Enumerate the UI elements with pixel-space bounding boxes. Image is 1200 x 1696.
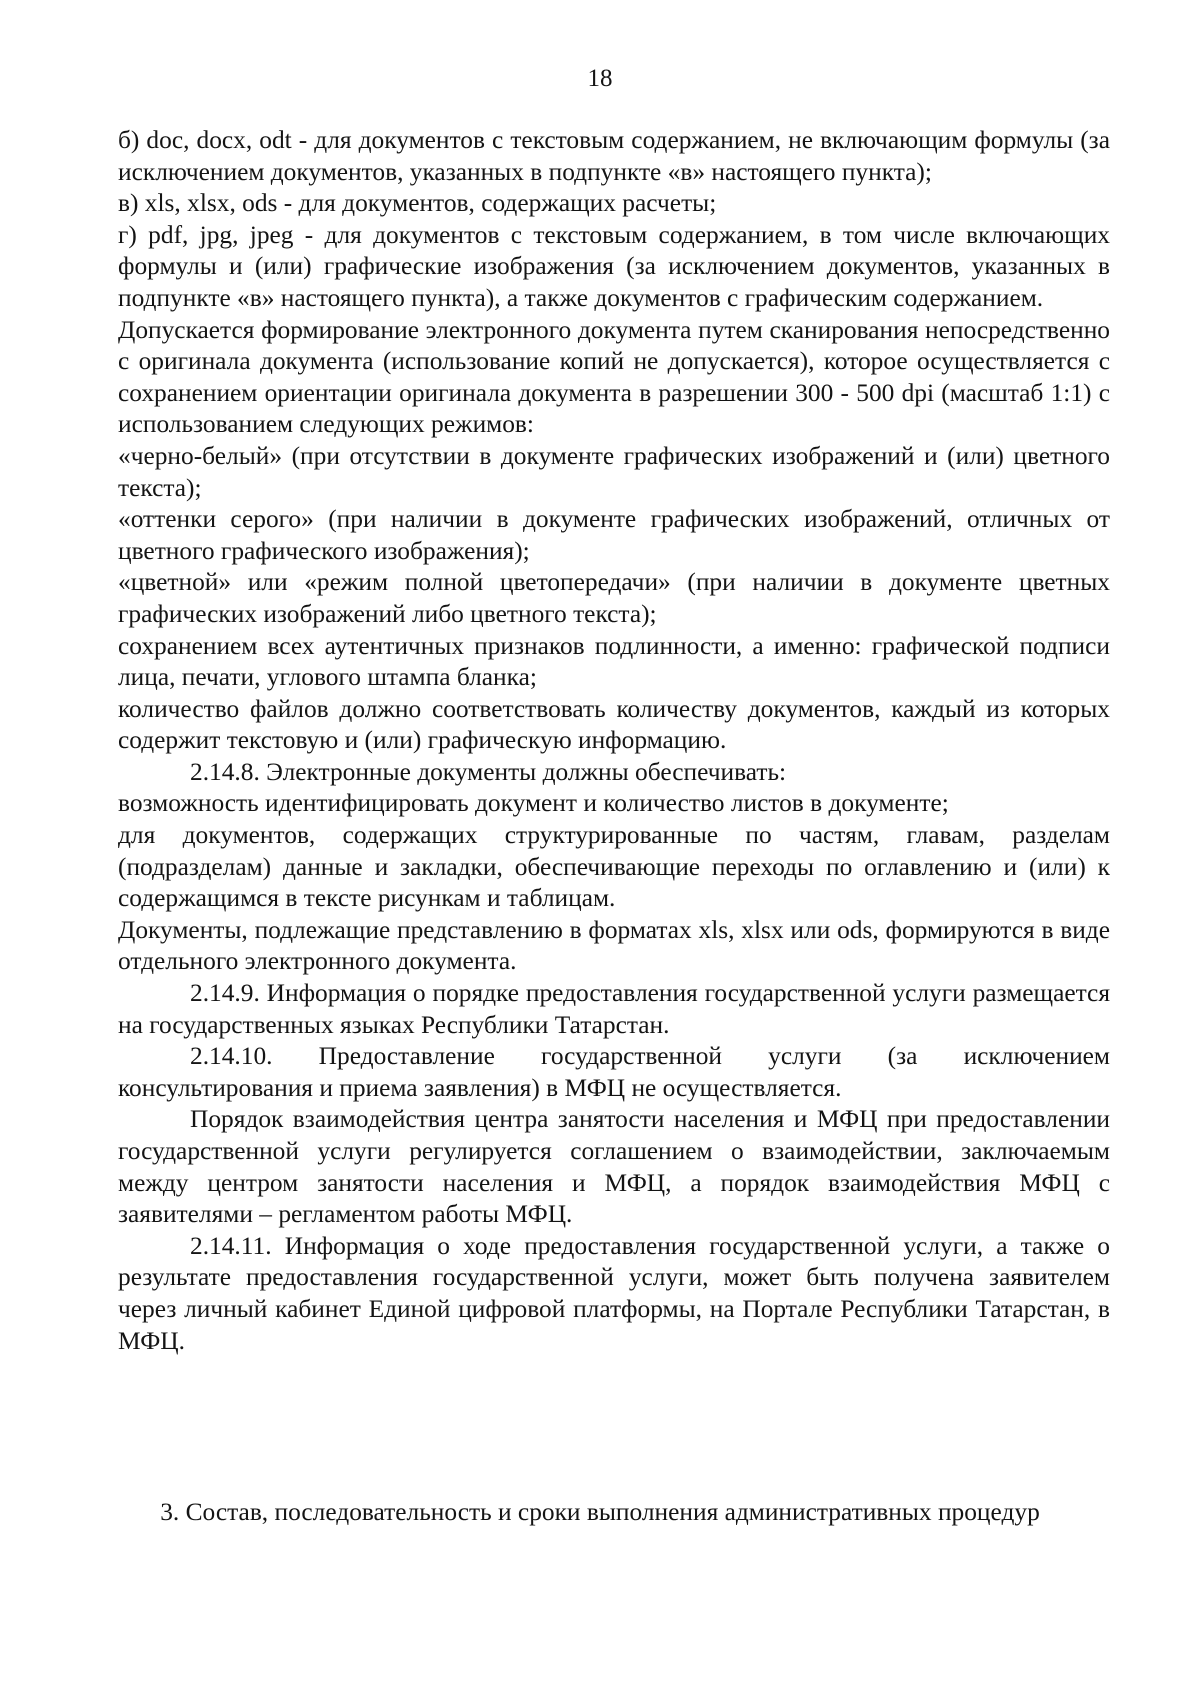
paragraph-2-14-11: 2.14.11. Информация о ходе предоставления государственной услуги, а также о результате предоставления государственной услуги, может быть получена заявителем через личный кабинет Единой цифровой платформы, на Портале Республики Татарстан, в МФЦ. bbox=[118, 1231, 1110, 1355]
document-body bbox=[118, 125, 1110, 1357]
paragraph-interaction-order: Порядок взаимодействия центра занятости населения и МФЦ при предоставлении государственной услуги регулируется соглашением о взаимодействии, заключаемым между центром занятости населения и МФЦ, а порядок взаимодействия МФЦ с заявителями – регламентом работы МФЦ. bbox=[118, 1105, 1110, 1229]
paragraph-scanning: Допускается формирование электронного документа путем сканирования непосредственно с оригинала документа (использование копий не допускается), которое осуществляется с сохранением ориентации оригинала документа в разрешении 300 - 500 dpi (масштаб 1:1) с использованием следующих режимов: bbox=[118, 315, 1110, 439]
paragraph-mode-color: «цветной» или «режим полной цветопередачи» (при наличии в документе цветных графических изображений либо цветного текста); bbox=[118, 568, 1110, 628]
paragraph-mode-grayscale: «оттенки серого» (при наличии в документе графических изображений, отличных от цветного графического изображения); bbox=[118, 505, 1110, 565]
paragraph-2-14-9: 2.14.9. Информация о порядке предоставления государственной услуги размещается на государственных языках Республики Татарстан. bbox=[118, 979, 1110, 1039]
paragraph-mode-bw: «черно-белый» (при отсутствии в документе графических изображений и (или) цветного текста); bbox=[118, 441, 1110, 502]
paragraph-2-14-8: 2.14.8. Электронные документы должны обеспечивать: bbox=[190, 757, 787, 786]
paragraph-format-pdf: г) pdf, jpg, jpeg - для документов с текстовым содержанием, в том числе включающих формулы и (или) графические изображения (за исключением документов, указанных в подпункте «в» настоящего пункта), а также документов с графическим содержанием. bbox=[118, 220, 1110, 312]
page-number: 18 bbox=[587, 65, 613, 92]
section-heading: 3. Состав, последовательность и сроки выполнения административных процедур bbox=[160, 1498, 1040, 1526]
paragraph-file-count: количество файлов должно соответствовать количеству документов, каждый из которых содержит текстовую и (или) графическую информацию. bbox=[118, 694, 1110, 755]
paragraph-spreadsheets: Документы, подлежащие представлению в форматах xls, xlsx или ods, формируются в виде отдельного электронного документа. bbox=[118, 915, 1110, 976]
paragraph-2-14-10: 2.14.10. Предоставление государственной услуги (за исключением консультирования и приема заявления) в МФЦ не осуществляется. bbox=[118, 1042, 1110, 1102]
paragraph-structured: для документов, содержащих структурированные по частям, главам, разделам (подразделам) данные и закладки, обеспечивающие переходы по оглавлению и (или) к содержащимся в тексте рисункам и таблицам. bbox=[118, 821, 1110, 913]
paragraph-format-xls: в) xls, xlsx, ods - для документов, содержащих расчеты; bbox=[118, 189, 717, 218]
paragraph-identify: возможность идентифицировать документ и количество листов в документе; bbox=[118, 789, 949, 818]
paragraph-format-doc: б) doc, docx, odt - для документов с текстовым содержанием, не включающим формулы (за исключением документов, указанных в подпункте «в» настоящего пункта); bbox=[118, 126, 1110, 186]
paragraph-authenticity: сохранением всех аутентичных признаков подлинности, а именно: графической подписи лица, печати, углового штампа бланка; bbox=[118, 631, 1110, 692]
